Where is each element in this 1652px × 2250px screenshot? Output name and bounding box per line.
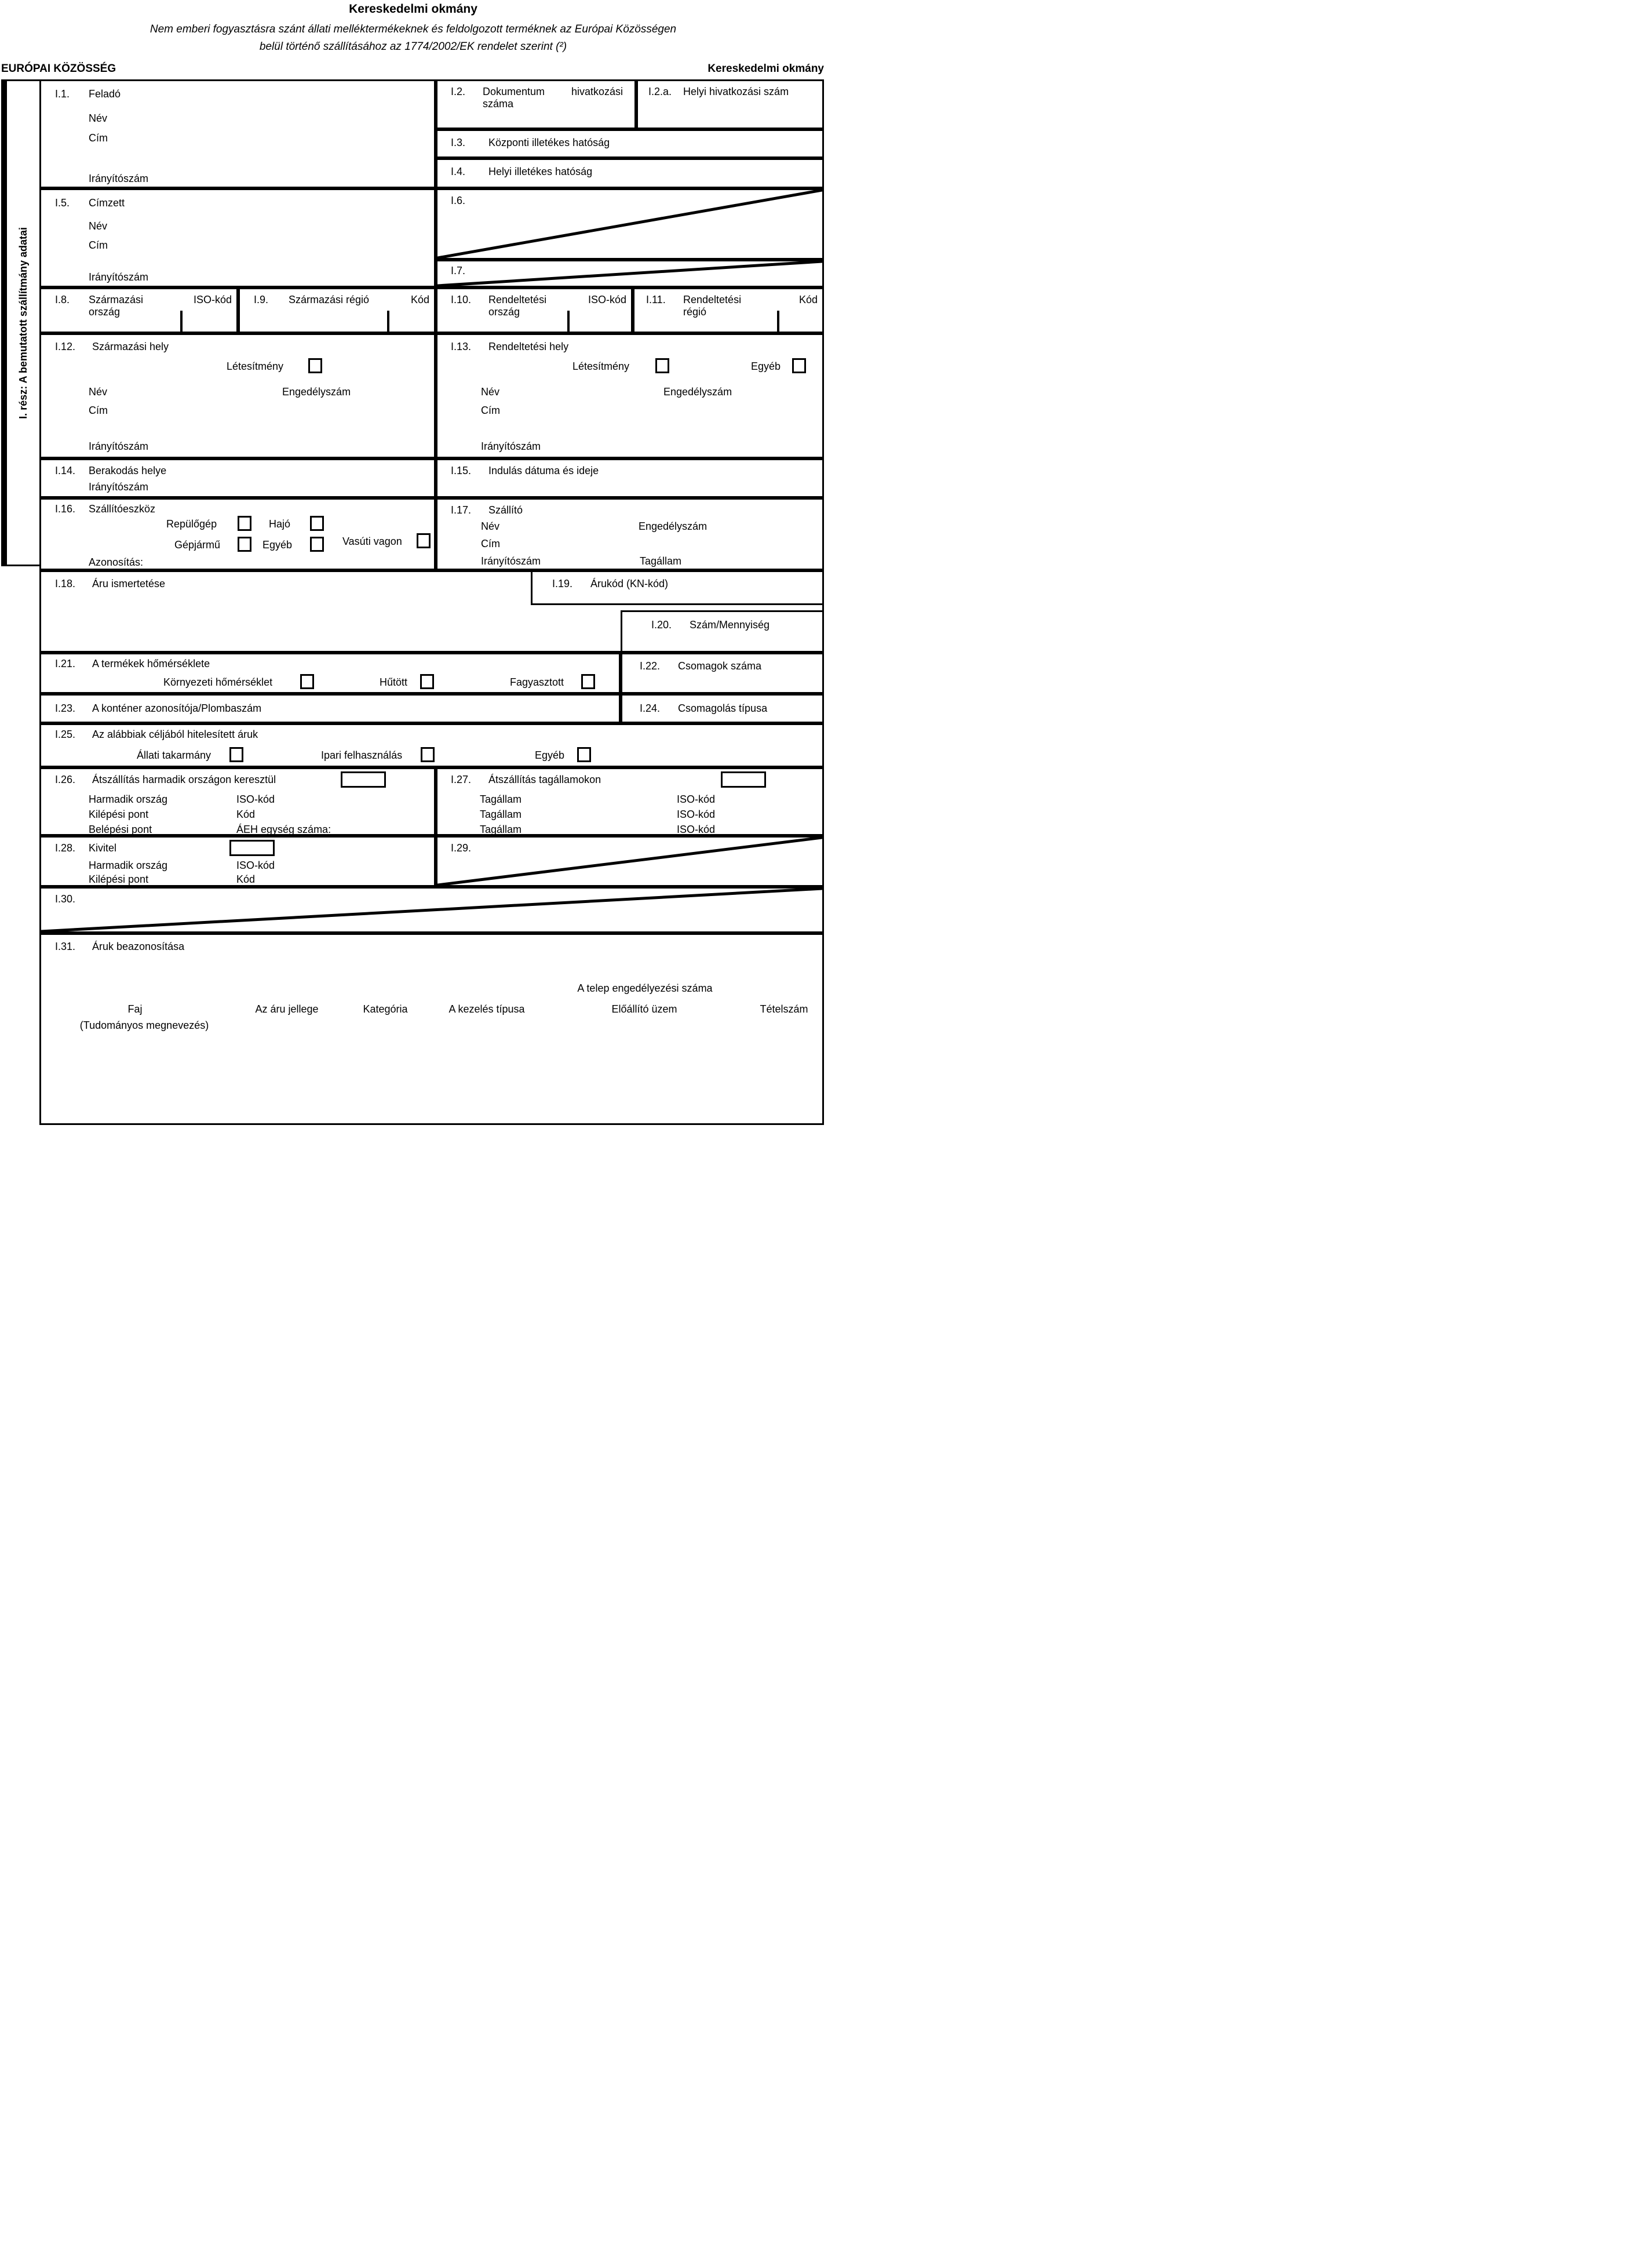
name-label: Név (481, 386, 500, 398)
field-number: I.11. (646, 294, 666, 305)
form-table (39, 79, 824, 1125)
field-number: I.31. (55, 941, 76, 952)
railway-wagon-checkbox[interactable] (417, 533, 431, 548)
field-number: I.14. (55, 465, 76, 476)
animal-feed-checkbox[interactable] (229, 747, 243, 762)
animal-feed-label: Állati takarmány (137, 749, 211, 761)
batch-number-column-label: Tételszám (760, 1003, 808, 1015)
field-i26-transit-third-country (39, 767, 436, 836)
field-label: A konténer azonosítója/Plombaszám (92, 702, 262, 714)
third-country-label: Harmadik ország (89, 793, 168, 805)
field-i8-origin-country (39, 287, 238, 333)
field-number: I.2. (451, 86, 466, 97)
field-label: Rendeltetési hely (488, 341, 569, 352)
field-number: I.13. (451, 341, 472, 352)
field-i19-commodity-code (531, 570, 824, 605)
field-label: Feladó (89, 88, 121, 100)
field-i12-place-of-origin (39, 333, 436, 458)
other-label: Egyéb (262, 539, 293, 551)
field-label: Származási hely (92, 341, 169, 352)
vehicle-checkbox[interactable] (238, 537, 251, 552)
other-checkbox[interactable] (577, 747, 591, 762)
crossed-out-line (437, 190, 822, 258)
address-label: Cím (89, 132, 108, 144)
entry-point-label: Belépési pont (89, 824, 152, 835)
scientific-name-label: (Tudományos megnevezés) (79, 1020, 209, 1031)
field-i1-consignor (39, 79, 436, 188)
code-tick-mark (777, 311, 779, 332)
field-number: I.25. (55, 729, 76, 740)
field-i28-export (39, 836, 436, 887)
page-title: Kereskedelmi okmány (349, 2, 477, 16)
field-number: I.17. (451, 504, 472, 516)
field-number: I.22. (640, 660, 661, 672)
code-label: Kód (798, 294, 818, 305)
header-band (1, 63, 824, 77)
iso-code-label: ISO-kód (236, 860, 275, 871)
approval-number-label: Engedélyszám (639, 520, 708, 532)
crossed-out-line (437, 261, 822, 286)
field-label: Kivitel (89, 842, 117, 854)
field-number: I.8. (55, 294, 70, 305)
field-number: I.4. (451, 166, 466, 177)
field-i22-number-of-packages (621, 653, 824, 694)
field-i17-transporter (436, 498, 824, 570)
airplane-label: Repülőgép (166, 518, 217, 530)
crossed-out-line (437, 838, 822, 885)
name-label: Név (89, 220, 108, 232)
code-label: Kód (236, 873, 256, 885)
field-i25-certified-for (39, 723, 824, 767)
species-column-label: Faj (127, 1003, 143, 1015)
field-number: I.3. (451, 137, 466, 148)
iso-code-label: ISO-kód (677, 809, 716, 820)
identification-label: Azonosítás: (89, 556, 144, 568)
field-i7-crossed (436, 260, 824, 287)
treatment-type-column-label: A kezelés típusa (448, 1003, 525, 1015)
establishment-label: Létesítmény (572, 361, 630, 372)
address-label: Cím (481, 405, 500, 416)
member-state-label: Tagállam (480, 824, 522, 835)
field-i13-place-of-destination (436, 333, 824, 458)
field-label: Berakodás helye (89, 465, 167, 476)
ambient-label: Környezeti hőmérséklet (163, 676, 273, 688)
field-i2a-local-ref (636, 79, 824, 129)
postal-code-label: Irányítószám (481, 555, 541, 567)
code-label: Kód (410, 294, 429, 305)
vehicle-label: Gépjármű (174, 539, 221, 551)
field-number: I.5. (55, 197, 70, 209)
category-column-label: Kategória (363, 1003, 408, 1015)
frozen-checkbox[interactable] (581, 674, 595, 689)
field-number: I.24. (640, 702, 661, 714)
industrial-use-checkbox[interactable] (421, 747, 435, 762)
field-label: Átszállítás tagállamokon (488, 774, 601, 785)
field-label: Származási régió (289, 294, 370, 305)
transit-third-country-checkbox[interactable] (341, 771, 386, 788)
field-number: I.19. (552, 578, 573, 589)
ship-label: Hajó (269, 518, 291, 530)
field-number: I.7. (451, 265, 466, 276)
plant-approval-number-label: A telep engedélyezési száma (577, 982, 713, 994)
code-label: Kód (236, 809, 256, 820)
chilled-checkbox[interactable] (420, 674, 434, 689)
address-label: Cím (89, 405, 108, 416)
community-label: EURÓPAI KÖZÖSSÉG (1, 63, 116, 75)
field-label: Származási ország (89, 294, 144, 318)
other-label: Egyéb (751, 361, 781, 372)
field-label: Áruk beazonosítása (92, 941, 185, 952)
field-label: Rendeltetési ország (488, 294, 547, 318)
field-number: I.6. (451, 195, 466, 206)
other-checkbox[interactable] (792, 358, 806, 373)
field-label: Helyi hivatkozási szám (683, 86, 789, 97)
exit-point-label: Kilépési pont (89, 873, 149, 885)
part1-sidebar (1, 79, 41, 566)
ambient-checkbox[interactable] (300, 674, 314, 689)
field-i24-type-of-packaging (621, 694, 824, 723)
field-i5-consignee (39, 188, 436, 287)
postal-code-label: Irányítószám (481, 440, 541, 452)
field-number: I.27. (451, 774, 472, 785)
field-i14-place-of-loading (39, 458, 436, 498)
field-i21-product-temperature (39, 653, 621, 694)
third-country-label: Harmadik ország (89, 860, 168, 871)
establishment-label: Létesítmény (227, 361, 284, 372)
iso-code-label: ISO-kód (193, 294, 232, 305)
iso-code-label: ISO-kód (236, 793, 275, 805)
field-label: Az alábbiak céljából hitelesített áruk (92, 729, 258, 740)
address-label: Cím (481, 538, 500, 549)
field-number: I.20. (651, 619, 672, 631)
field-label: Helyi illetékes hatóság (488, 166, 593, 177)
field-i29-crossed (436, 836, 824, 887)
code-tick-mark (567, 311, 570, 332)
code-tick-mark (387, 311, 389, 332)
field-label: Szállító (488, 504, 523, 516)
field-number: I.30. (55, 893, 76, 905)
field-number: I.16. (55, 503, 76, 515)
field-i2-document-ref (436, 79, 636, 129)
field-number: I.29. (451, 842, 472, 854)
field-i30-crossed (39, 887, 824, 933)
field-label: Címzett (89, 197, 125, 209)
field-i6-crossed (436, 188, 824, 260)
field-i4-local-authority (436, 158, 824, 188)
field-number: I.2.a. (648, 86, 672, 97)
field-number: I.12. (55, 341, 76, 352)
postal-code-label: Irányítószám (89, 173, 149, 184)
frozen-label: Fagyasztott (510, 676, 564, 688)
establishment-checkbox[interactable] (655, 358, 669, 373)
airplane-checkbox[interactable] (238, 516, 251, 531)
field-i20-quantity (621, 610, 824, 653)
approval-number-label: Engedélyszám (282, 386, 351, 398)
field-number: I.1. (55, 88, 70, 100)
field-label: Csomagolás típusa (678, 702, 768, 714)
page-subtitle-line2: belül történő szállításához az 1774/2002/EK rendelet szerint (²) (259, 41, 567, 53)
doc-type-label: Kereskedelmi okmány (708, 63, 824, 75)
field-i16-means-of-transport (39, 498, 436, 570)
field-label: A termékek hőmérséklete (92, 658, 210, 669)
postal-code-label: Irányítószám (89, 440, 149, 452)
ship-checkbox[interactable] (310, 516, 324, 531)
field-i3-central-authority (436, 129, 824, 158)
field-label: Indulás dátuma és ideje (488, 465, 599, 476)
field-label: Rendeltetési régió (683, 294, 742, 318)
other-label: Egyéb (535, 749, 565, 761)
commercial-document-page (0, 0, 826, 1125)
name-label: Név (89, 112, 108, 124)
industrial-use-label: Ipari felhasználás (321, 749, 403, 761)
manufacturing-plant-column-label: Előállító üzem (611, 1003, 677, 1015)
field-i9-origin-region (238, 287, 436, 333)
member-state-label: Tagállam (480, 793, 522, 805)
establishment-checkbox[interactable] (308, 358, 322, 373)
field-i11-destination-region (633, 287, 824, 333)
field-label: Áru ismertetése (92, 578, 166, 589)
field-i15-departure-date (436, 458, 824, 498)
part1-sidebar-label: I. rész: A bemutatott szállítmány adatai (17, 227, 29, 419)
field-number: I.28. (55, 842, 76, 854)
field-i10-destination-country (436, 287, 633, 333)
postal-code-label: Irányítószám (89, 481, 149, 493)
member-state-label: Tagállam (640, 555, 682, 567)
iso-code-label: ISO-kód (677, 793, 716, 805)
field-label: Szám/Mennyiség (690, 619, 770, 631)
crossed-out-line (41, 889, 822, 931)
export-checkbox[interactable] (229, 840, 275, 856)
exit-point-label: Kilépési pont (89, 809, 149, 820)
name-label: Név (481, 520, 500, 532)
field-label: Központi illetékes hatóság (488, 137, 610, 148)
field-number: I.10. (451, 294, 472, 305)
bip-unit-number-label: ÁEH egység száma: (236, 824, 331, 835)
field-label: Csomagok száma (678, 660, 762, 672)
field-number: I.18. (55, 578, 76, 589)
chilled-label: Hűtött (380, 676, 408, 688)
field-label: Átszállítás harmadik országon keresztül (92, 774, 276, 785)
field-number: I.26. (55, 774, 76, 785)
name-label: Név (89, 386, 108, 398)
other-checkbox[interactable] (310, 537, 324, 552)
field-i27-transit-member-states (436, 767, 824, 836)
field-number: I.23. (55, 702, 76, 714)
field-label: Szállítóeszköz (89, 503, 156, 515)
field-i31-identification-of-goods (39, 933, 824, 1125)
address-label: Cím (89, 239, 108, 251)
railway-wagon-label: Vasúti vagon (342, 536, 402, 547)
member-state-label: Tagállam (480, 809, 522, 820)
field-number: I.15. (451, 465, 472, 476)
approval-number-label: Engedélyszám (663, 386, 732, 398)
field-number: I.21. (55, 658, 76, 669)
nature-of-commodity-column-label: Az áru jellege (255, 1003, 319, 1015)
field-label: Árukód (KN-kód) (590, 578, 669, 589)
postal-code-label: Irányítószám (89, 271, 149, 283)
page-subtitle-line1: Nem emberi fogyasztásra szánt állati melléktermékeknek és feldolgozott terméknek az Európai Közösségen (149, 23, 677, 35)
transit-member-states-checkbox[interactable] (721, 771, 766, 788)
code-tick-mark (180, 311, 183, 332)
iso-code-label: ISO-kód (588, 294, 626, 305)
field-number: I.9. (254, 294, 269, 305)
field-label: Dokumentum hivatkozási száma (483, 86, 623, 110)
iso-code-label: ISO-kód (677, 824, 716, 835)
field-i23-container-seal (39, 694, 621, 723)
